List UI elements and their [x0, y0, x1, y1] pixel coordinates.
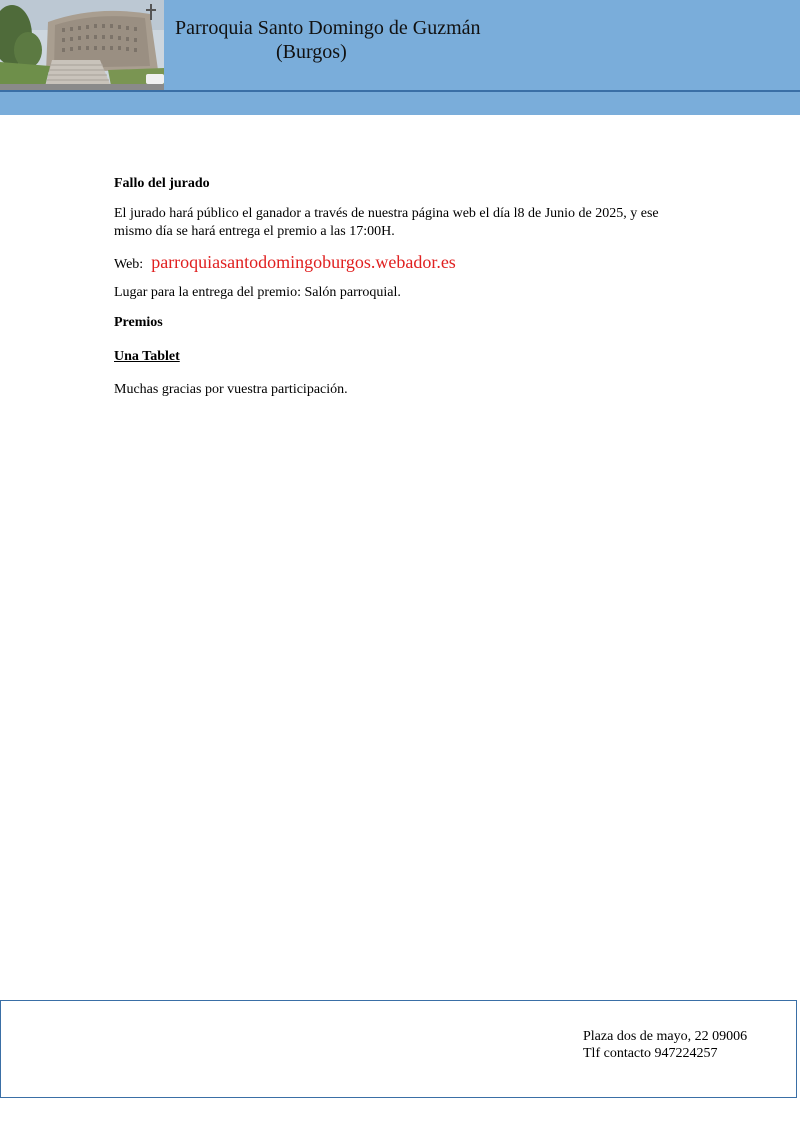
document-body — [114, 175, 694, 411]
web-label: Web: — [114, 257, 144, 272]
award-place: Lugar para la entrega del premio: Salón parroquial. — [114, 285, 401, 300]
prize-item: Una Tablet — [114, 349, 180, 364]
church-photo — [0, 0, 164, 91]
web-line — [114, 253, 694, 274]
title-line-2: (Burgos) — [276, 41, 347, 63]
jury-paragraph: El jurado hará público el ganador a través de nuestra página web el día l8 de Junio de 2025, y ese mismo día se hará entrega el premio a las 17:00H. — [114, 206, 659, 239]
website-link[interactable]: parroquiasantodomingoburgos.webador.es — [151, 252, 456, 272]
footer-phone: Tlf contacto 947224257 — [583, 1046, 718, 1061]
page-title — [175, 16, 485, 64]
title-line-1: Parroquia Santo Domingo de Guzmán — [175, 17, 481, 39]
prizes-heading: Premios — [114, 315, 163, 330]
header-banner — [0, 0, 800, 115]
footer-contact — [583, 1028, 747, 1062]
jury-heading: Fallo del jurado — [114, 176, 210, 191]
header-divider — [0, 90, 800, 92]
thanks-text: Muchas gracias por vuestra participación. — [114, 382, 348, 397]
footer-address: Plaza dos de mayo, 22 09006 — [583, 1029, 748, 1044]
